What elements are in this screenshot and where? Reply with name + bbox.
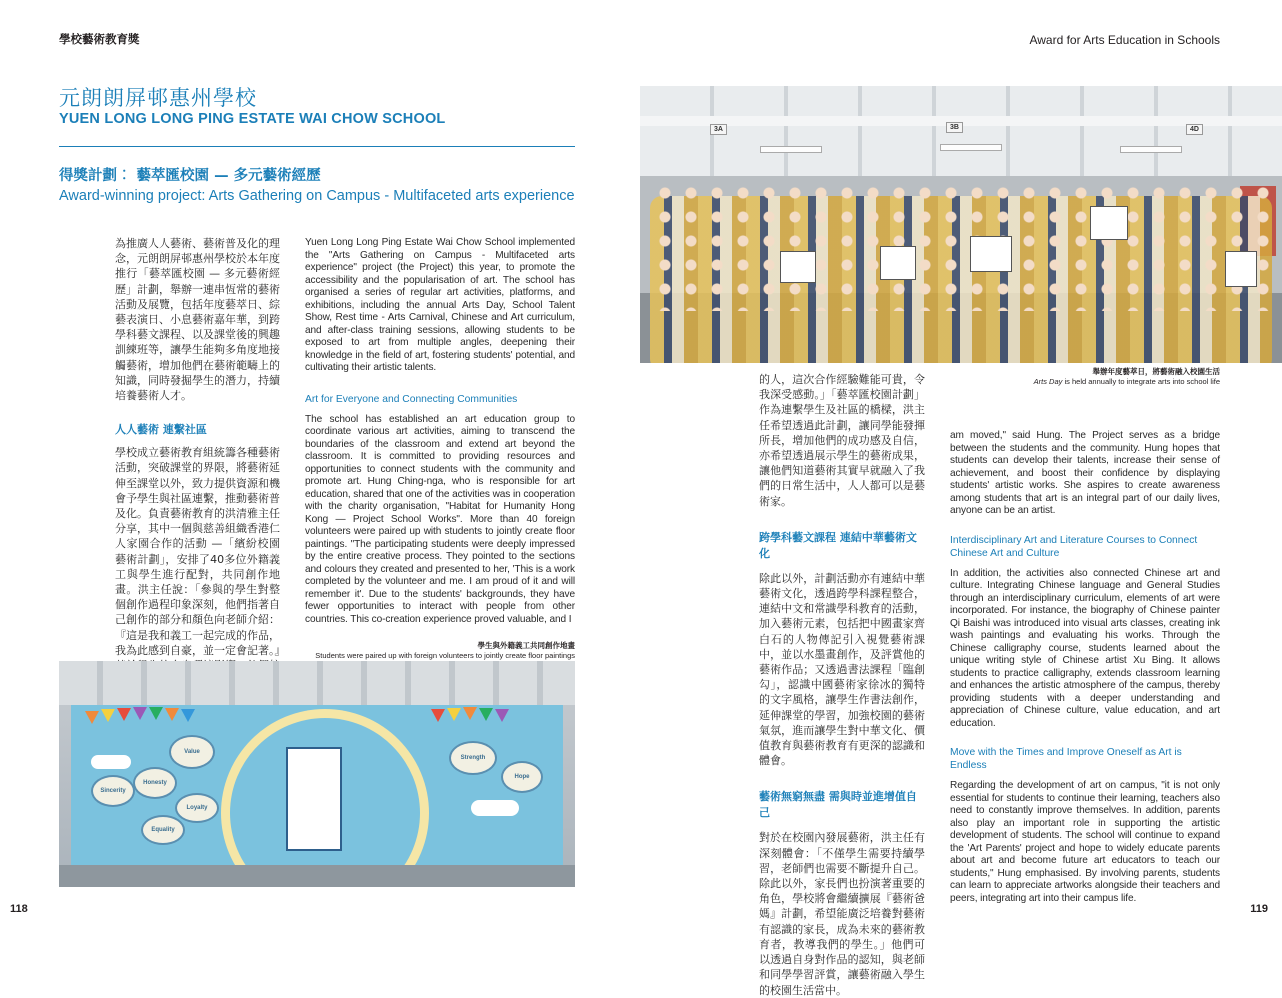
arts-day-caption-en (900, 377, 1220, 386)
page-number-right: 119 (1250, 903, 1268, 915)
project-title-en: Award-winning project: Arts Gathering on Campus - Multifaceted arts experience (59, 188, 575, 204)
col4-paragraph-3: Regarding the development of art on campus, "it is not only essential for students to continue their learning, teachers also need to constantly improve themselves. In addition, parents also play an important role in supporting the artistic development of students. The school will continue to expand the 'Art Parents' project and hope to widely educate parents about art and become future art educators to teach our students," Hung emphasised. By involving parents, students can learn to appreciate artworks alongside their teachers and peers, integrating art into their campus life. (950, 780, 1220, 904)
project-title-zh: 得獎計劃︰ 藝萃匯校園 — 多元藝術經歷 (59, 168, 321, 184)
mural-bubble: Loyalty (175, 793, 219, 823)
running-head-right: Award for Arts Education in Schools (1029, 33, 1220, 47)
school-name-en: YUEN LONG LONG PING ESTATE WAI CHOW SCHOOL (59, 111, 446, 127)
mural-bubble: Value (169, 735, 215, 769)
col2-paragraph-2: The school has established an art education group to coordinate various art activities, aiming to transcend the boundaries of the classroom and extend art beyond the classroom. It is committed to providing resources and opportunities to connect students with the community and promote art. Hung Ching-nga, who is responsible for art education, shared that one of the activities was in cooperation with the charity organisation, "Habitat for Humanity Hong Kong — Project School Works". More than 40 foreign volunteers were paired up with students to jointly create floor paintings. "The participating students were deeply impressed by the entire creative process. They pointed to the sections and colours they created and presented to her, 'This is a work completed by the volunteer and me. I am proud of it and will remember it'. Due to the students' backgrounds, they have fewer opportunities to interact with people from other countries. This co-creation experience proved valuable, and I (305, 413, 575, 625)
col3-heading-1: 跨學科藝文課程 連結中華藝術文化 (759, 530, 917, 560)
col3-paragraph-2: 除此以外，計劃活動亦有連結中華藝術文化，透過跨學科課程整合，連結中文和常識學科教育的活動，加入藝術元素，包括把中國畫家齊白石的人物傳記引入視覺藝術課中，並以水墨畫創作，及評賞他的藝術作品；又透過書法課程「臨創勾」，認識中國藝術家徐冰的獨特的文字風格，讓學生作書法創作，延伸課堂的學習，加強校園的藝術氣氛，進而讓學生對中華文化、價值教育與藝術教育有更深的認識和體會。 (759, 571, 925, 768)
mural-caption-en: Students were paired up with foreign volunteers to jointly create floor paintings (315, 651, 575, 660)
mural-caption (300, 640, 575, 660)
col3-paragraph-1: 的人，這次合作經驗難能可貴，令我深受感動。」「藝萃匯校園計劃」作為連繫學生及社區的橋樑，洪主任希望透過此計劃，讓同學能發揮所長，增加他們的成功感及自信，亦希望透過展示學生的藝術成果，讓他們知道藝術其實早就融入了我們的日常生活中，人人都可以是藝術家。 (759, 373, 925, 508)
column-3-zh (759, 372, 925, 998)
mural-wall (71, 705, 563, 865)
mural-caption-zh: 學生與外籍義工共同創作地畫 (477, 641, 575, 650)
mural-bubble: Equality (141, 815, 185, 845)
mural-bubble: Hope (501, 761, 543, 793)
arts-day-photo (640, 86, 1282, 363)
mural-bubble: Strength (449, 741, 497, 775)
col1-heading: 人人藝術 連繫社區 (115, 423, 207, 437)
col4-heading-1: Interdisciplinary Art and Literature Courses to Connect Chinese Art and Culture (950, 534, 1198, 559)
col1-paragraph-2: 學校成立藝術教育組統籌各種藝術活動，突破課堂的界限，將藝術延伸至課堂以外，致力提供資源和機會予學生與社區連繫，推動藝術普及化。負責藝術教育的洪清雅主任分享，其中一個與慈善組織香港仁人家園合作的活動 —「繽紛校園藝術計劃」，安排了40多位外籍義工與學生進行配對，共同創作地畫。洪主任說：「參與的學生對整個創作過程印象深刻，他們指著自己創作的部分和顏色向老師介紹：『這是我和義工一起完成的作品，我為此感到自豪，並一定會記著。』 (115, 446, 280, 657)
mural-bubble: Sincerity (91, 775, 135, 807)
col1-paragraph-1: 為推廣人人藝術、藝術普及化的理念，元朗朗屏邨惠州學校於本年度推行「藝萃匯校園 — 多元藝術經歷」計劃，舉辦一連串恆常的藝術活動及展覽，包括年度藝萃日、綜藝表演日、小息藝術嘉年華，到跨學科藝文課程、以及課堂後的興趣訓練班等，讓學生能夠多角度地接觸藝術，增加他們在藝術範疇上的知識，同時發掘學生的潛力，持續培養藝術人才。 (115, 237, 280, 403)
arts-day-caption (900, 366, 1220, 386)
room-sign: 3B (946, 122, 963, 133)
arts-day-caption-italic: Arts Day (1033, 377, 1063, 386)
room-sign: 3A (710, 124, 727, 135)
col3-heading-2: 藝術無窮無盡 需與時並進增值自己 (759, 790, 917, 820)
col2-paragraph-1: Yuen Long Long Ping Estate Wai Chow School implemented the "Arts Gathering on Campus - Multifaceted arts experience" project (the Project) this year, to promote the accessibility and the popularisation of art. The school has organised a series of regular art activities, platforms, and exhibitions, including the annual Arts Day, School Talent Show, Rest time - Arts Carnival, Chinese and Art curriculum, and after-class training sessions, allowing students to be exposed to art from multiple angles, deepening their knowledge in the field of art, fostering students' potential, and cultivating their artistic talents. (305, 237, 575, 373)
col3-paragraph-3: 對於在校園內發展藝術，洪主任有深刻體會：「不僅學生需要持續學習，老師們也需要不斷提升自己。除此以外，家長們也扮演著重要的角色，學校將會繼續擴展『藝術爸媽』計劃，希望能廣泛培養對藝術有認識的家長，成為未來的藝術教育者，教導我們的學生。」他們可以透過自身對作品的認知，與老師和同學學習評賞，讓藝術融入學生的校園生活當中。 (759, 831, 925, 997)
arts-day-caption-rest: is held annually to integrate arts into school life (1062, 377, 1220, 386)
column-1-zh (115, 236, 280, 688)
col4-paragraph-2: In addition, the activities also connected Chinese art and culture. Integrating Chinese language and General Studies through an interdisciplinary curriculum, elements of art were incorporated. For instance, the biography of Chinese painter Qi Baishi was introduced into visual arts classes, creating ink wash paintings and evaluating his works. Through the Chinese calligraphy course, students learned about the unique writing style of Chinese artist Xu Bing. It allows students to practice calligraphy, extends classroom learning and enhances the artistic atmosphere of the campus, thereby providing students with a deeper understanding and appreciation of Chinese culture, value education, and art education. (950, 567, 1220, 729)
room-sign: 4D (1186, 124, 1203, 135)
mural-photo (59, 661, 575, 887)
mural-bubble: Honesty (133, 767, 177, 799)
mural-school-building (286, 747, 342, 851)
col4-paragraph-1: am moved," said Hung. The Project serves as a bridge between the students and the community. Hung hopes that students can develop their talents, increase their sense of achievement, and boost their confidence by displaying students' artistic works. She aspires to create awareness among students that art is an integral part of our daily lives, anyone can be an artist. (950, 430, 1220, 516)
running-head-left: 學校藝術教育獎 (59, 32, 140, 46)
col2-heading: Art for Everyone and Connecting Communities (305, 393, 518, 405)
column-4-en (950, 430, 1220, 905)
arts-day-caption-zh: 舉辦年度藝萃日，將藝術融入校園生活 (1092, 367, 1220, 376)
col4-heading-2: Move with the Times and Improve Oneself as Art is Endless (950, 747, 1182, 771)
page-number-left: 118 (10, 903, 28, 915)
column-2-en (305, 237, 575, 626)
title-divider (59, 146, 575, 147)
school-name-zh: 元朗朗屏邨惠州學校 (59, 86, 257, 110)
